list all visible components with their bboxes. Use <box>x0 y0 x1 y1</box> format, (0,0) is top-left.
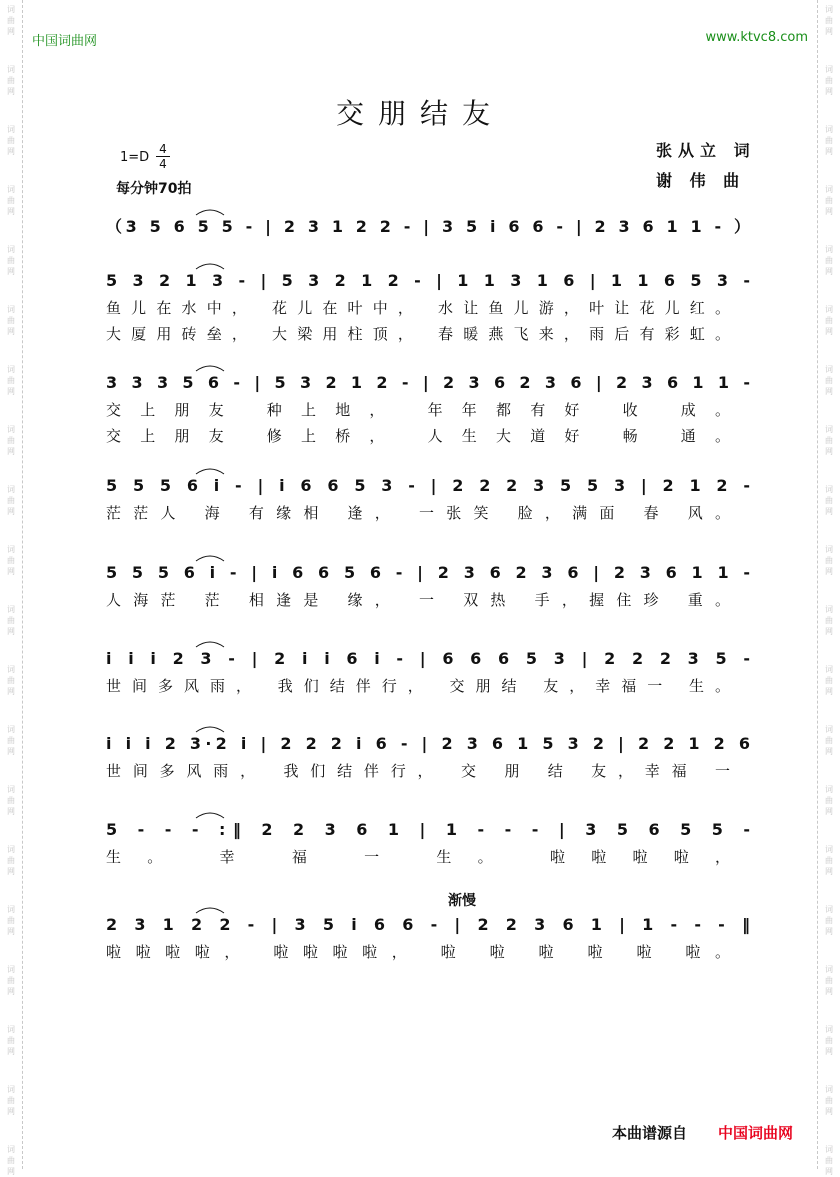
watermark-mark: 词 曲 网 <box>825 1085 833 1116</box>
tempo-label: 每分钟70拍 <box>116 181 192 197</box>
slur-mark <box>196 642 224 647</box>
melody-line: 2 3 1 2 2 - | 3 5 i 6 6 - | 2 2 3 6 1 | 1 - - - ‖ <box>106 915 751 934</box>
lyric-line: 大厦用砖垒， 大梁用柱顶， 春暖燕飞来，雨后有彩虹。 <box>106 325 731 343</box>
watermark-mark: 词 曲 网 <box>7 65 15 96</box>
watermark-mark: 词 曲 网 <box>825 845 833 876</box>
slur-mark <box>196 210 224 215</box>
watermark-mark: 词 曲 网 <box>7 1085 15 1116</box>
watermark-mark: 词 曲 网 <box>7 245 15 276</box>
watermark-mark: 词 曲 网 <box>7 1025 15 1056</box>
lyric-line: 啦啦啦啦， 啦啦啦啦， 啦 啦 啦 啦 啦 啦。 <box>106 943 730 961</box>
watermark-mark: 词 曲 网 <box>825 365 833 396</box>
watermark-mark: 词 曲 网 <box>7 5 15 36</box>
time-signature-bottom: 4 <box>156 156 170 171</box>
lyric-line: 人海茫 茫 相逢是 缘， 一 双热 手，握住珍 重。 <box>106 591 731 609</box>
watermark-mark: 词 曲 网 <box>825 1025 833 1056</box>
watermark-mark: 词 曲 网 <box>825 305 833 336</box>
tempo-mark: 渐慢 <box>448 893 476 909</box>
watermark-mark: 词 曲 网 <box>7 185 15 216</box>
watermark-mark: 词 曲 网 <box>7 545 15 576</box>
watermark-mark: 词 曲 网 <box>7 905 15 936</box>
slur-mark <box>196 813 224 818</box>
header-site-left[interactable]: 中国词曲网 <box>32 34 98 49</box>
slur-mark <box>196 556 224 561</box>
song-title: 交朋结友 <box>335 97 504 130</box>
watermark-mark: 词 曲 网 <box>7 605 15 636</box>
watermark-mark: 词 曲 网 <box>7 1145 15 1176</box>
watermark-mark: 词 曲 网 <box>825 185 833 216</box>
composer-credit: 谢 伟 曲 <box>656 171 746 190</box>
key-signature: 1=D <box>120 150 150 165</box>
footer-source-label: 本曲谱源自 <box>612 1124 688 1142</box>
watermark-mark: 词 曲 网 <box>7 425 15 456</box>
watermark-mark: 词 曲 网 <box>825 785 833 816</box>
melody-line: 3 3 3 5 6 - | 5 3 2 1 2 - | 2 3 6 2 3 6 | 2 3 6 1 1 - <box>106 373 751 392</box>
watermark-mark: 词 曲 网 <box>7 485 15 516</box>
slur-mark <box>196 264 224 269</box>
watermark-mark: 词 曲 网 <box>7 785 15 816</box>
watermark-mark: 词 曲 网 <box>825 425 833 456</box>
lyric-line: 交上朋友 修上桥， 人生大道好 畅 通。 <box>106 427 731 445</box>
watermark-mark: 词 曲 网 <box>7 305 15 336</box>
lyric-line: 世间多风雨， 我们结伴行， 交 朋 结 友，幸福 一 <box>106 762 730 780</box>
slur-mark <box>196 727 224 732</box>
melody-line: 5 - - - :‖ 2 2 3 6 1 | 1 - - - | 3 5 6 5 5 - <box>106 820 750 839</box>
watermark-mark: 词 曲 网 <box>825 1145 833 1176</box>
melody-line: 5 5 5 6 i - | i 6 6 5 3 - | 2 2 2 3 5 5 3 | 2 1 2 - <box>106 476 751 495</box>
slur-mark <box>196 469 224 474</box>
watermark-mark: 词 曲 网 <box>7 965 15 996</box>
watermark-mark: 词 曲 网 <box>7 845 15 876</box>
header-site-right[interactable]: www.ktvc8.com <box>705 30 808 45</box>
watermark-mark: 词 曲 网 <box>825 605 833 636</box>
melody-line: 5 3 2 1 3 - | 5 3 2 1 2 - | 1 1 3 1 6 | 1 1 6 5 3 - <box>106 271 750 290</box>
time-signature-top: 4 <box>159 142 167 156</box>
slur-mark <box>196 366 224 371</box>
watermark-mark: 词 曲 网 <box>825 65 833 96</box>
lyric-line: 交上朋友 种上地， 年年都有好 收 成。 <box>106 401 731 419</box>
lyric-line: 茫茫人 海 有缘相 逢， 一张笑 脸，满面 春 风。 <box>106 504 731 522</box>
watermark-mark: 词 曲 网 <box>825 545 833 576</box>
melody-line: （3 5 6 5 5 - | 2 3 1 2 2 - | 3 5 i 6 6 - | 2 3 6 1 1 - ） <box>106 217 750 236</box>
watermark-mark: 词 曲 网 <box>825 905 833 936</box>
watermark-mark: 词 曲 网 <box>825 725 833 756</box>
melody-line: i i i 2 3·2 i | 2 2 2 i 6 - | 2 3 6 1 5 3 2 | 2 2 1 2 6 <box>106 734 751 753</box>
footer-source-site[interactable]: 中国词曲网 <box>718 1124 794 1142</box>
slur-mark <box>196 908 224 913</box>
watermark-mark: 词 曲 网 <box>825 485 833 516</box>
watermark-mark: 词 曲 网 <box>825 245 833 276</box>
watermark-mark: 词 曲 网 <box>825 125 833 156</box>
watermark-mark: 词 曲 网 <box>825 965 833 996</box>
melody-line: i i i 2 3 - | 2 i i 6 i - | 6 6 6 5 3 | 2 2 2 3 5 - <box>106 649 750 668</box>
melody-line: 5 5 5 6 i - | i 6 6 5 6 - | 2 3 6 2 3 6 | 2 3 6 1 1 - <box>106 563 750 582</box>
lyric-line: 鱼儿在水中， 花儿在叶中， 水让鱼儿游，叶让花儿红。 <box>106 299 731 317</box>
watermark-mark: 词 曲 网 <box>7 365 15 396</box>
lyric-line: 世间多风雨， 我们结伴行， 交朋结 友，幸福一 生。 <box>106 677 730 695</box>
watermark-mark: 词 曲 网 <box>825 5 833 36</box>
lyricist-credit: 张从立 词 <box>656 141 756 160</box>
watermark-mark: 词 曲 网 <box>7 665 15 696</box>
watermark-mark: 词 曲 网 <box>7 125 15 156</box>
watermark-mark: 词 曲 网 <box>7 725 15 756</box>
watermark-mark: 词 曲 网 <box>825 665 833 696</box>
lyric-line: 生。 幸 福 一 生。 啦啦啦啦， <box>106 848 730 866</box>
